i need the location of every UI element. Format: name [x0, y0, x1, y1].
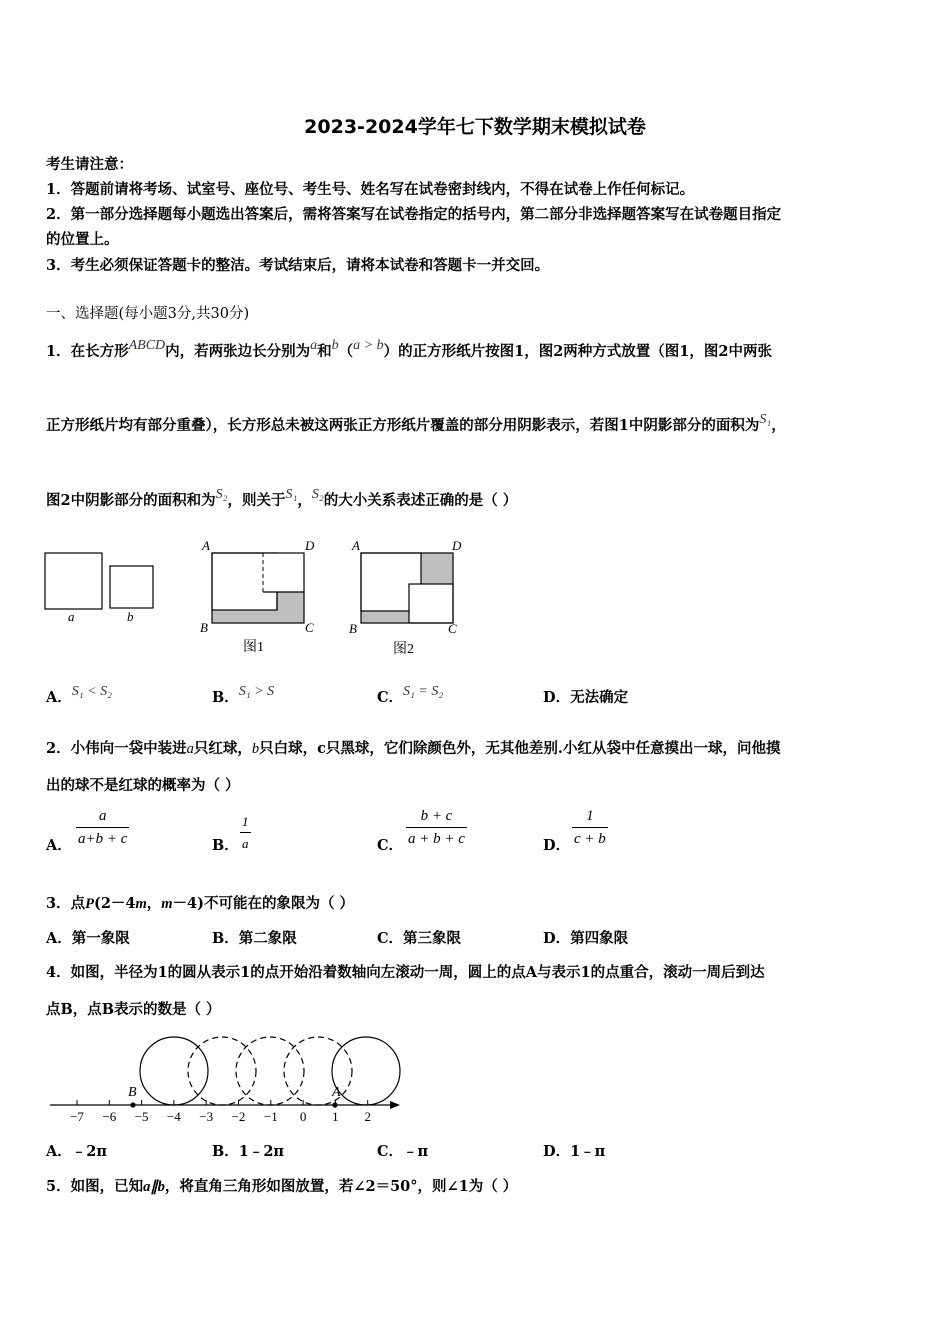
q2-option-b-fraction[interactable]: $\frac{1}{a}$ [242, 814, 249, 851]
q3-option-d[interactable]: D．第四象限 [543, 930, 629, 947]
svg-text:A: A [202, 538, 210, 553]
axis-tick-label: 2 [364, 1109, 371, 1124]
q2-option-b-label[interactable]: B． [212, 837, 239, 854]
q4-line-1: 4．如图，半径为1的圆从表示1的点开始沿着数轴向左滚动一周，圆上的点A与表示1的点重合，滚动一周后到达 [46, 964, 765, 981]
square-b [110, 566, 153, 608]
point-B [130, 1102, 135, 1107]
q1-option-a[interactable]: A．S₁ < S₂ [46, 684, 112, 706]
q1-figure [40, 535, 480, 660]
label-a: a [68, 609, 75, 624]
svg-text:D: D [305, 538, 315, 553]
fig1-caption: 图1 [243, 640, 264, 655]
notice-heading: 考生请注意： [46, 156, 133, 173]
axis-tick-label: −6 [102, 1109, 117, 1124]
q2-line-2: 出的球不是红球的概率为（ ） [46, 777, 240, 794]
section-heading: 一、选择题(每小题3分,共30分) [46, 306, 250, 322]
q1-option-b[interactable]: B．S₁ > S [212, 684, 275, 706]
axis-tick-label: −7 [70, 1109, 84, 1124]
svg-text:D: D [452, 538, 462, 553]
circle-start [332, 1037, 400, 1105]
q1-line-1: 1．在长方形ABCD内，若两张边长分别为a和b（a > b）的正方形纸片按图1，图2两种方式放置（图1，图2中两张 [46, 338, 772, 360]
q4-option-c[interactable]: C．﹣π [377, 1143, 429, 1160]
axis-tick-label: −2 [231, 1109, 246, 1124]
q1-line-2: 正方形纸片均有部分重叠），长方形总未被这两张正方形纸片覆盖的部分用阴影表示，若图1中阴影部分的面积为S₁， [46, 412, 786, 434]
notice-item-2: 2．第一部分选择题每小题选出答案后，需将答案写在试卷指定的括号内，第二部分非选择题答案写在试卷题目指定 [46, 206, 782, 223]
svg-text:C: C [305, 620, 314, 635]
label-A: A [332, 1085, 341, 1100]
q1-option-c[interactable]: C．S₁ = S₂ [377, 684, 444, 706]
q4-option-d[interactable]: D．1﹣π [543, 1143, 606, 1160]
q3-option-c[interactable]: C．第三象限 [377, 930, 462, 947]
q2-option-c-fraction[interactable]: $\frac{b + c}{a + b + c}$ [408, 808, 465, 847]
q2-line-1: 2．小伟向一袋中装进a只红球，b只白球，c只黑球，它们除颜色外，无其他差别.小红从袋中任意摸出一球，问他摸 [46, 740, 781, 757]
fig2-shade-bottom [361, 611, 409, 623]
q4-option-a[interactable]: A．﹣2π [46, 1143, 107, 1160]
square-a [45, 553, 102, 609]
q4-line-2: 点B，点B表示的数是（ ） [46, 1001, 221, 1018]
fig2-square-b [409, 584, 453, 623]
fig2-shade-top [421, 553, 453, 584]
q2-option-a-label[interactable]: A． [46, 837, 72, 854]
svg-text:C: C [448, 621, 457, 636]
q4-option-b[interactable]: B．1﹣2π [212, 1143, 285, 1160]
q2-option-d-fraction[interactable]: $\frac{1}{c + b}$ [574, 808, 606, 847]
label-b: b [127, 609, 134, 624]
q2-option-a-fraction[interactable]: $\frac{a}{a+b + c}$ [78, 808, 128, 847]
q2-option-d-label[interactable]: D． [543, 837, 571, 854]
q3-line-1: 3．点P(2－4m，m－4)不可能在的象限为（ ） [46, 895, 355, 912]
notice-item-1: 1．答题前请将考场、试室号、座位号、考生号、姓名写在试卷密封线内，不得在试卷上作任何标记。 [46, 181, 695, 198]
q5-line-1: 5．如图，已知a∥b，将直角三角形如图放置，若∠2＝50°，则∠1为（ ） [46, 1178, 518, 1195]
q3-option-a[interactable]: A．第一象限 [46, 930, 130, 947]
axis-tick-label: −5 [134, 1109, 149, 1124]
fig1-square-b-fill [263, 553, 304, 592]
point-A [332, 1102, 337, 1107]
axis-tick-label: −3 [199, 1109, 214, 1124]
q1-line-3: 图2中阴影部分的面积和为S₂，则关于S₁，S₂的大小关系表述正确的是（ ） [46, 487, 518, 509]
fig2-caption: 图2 [393, 642, 414, 657]
q1-option-d[interactable]: D．无法确定 [543, 689, 629, 706]
notice-item-3: 3．考生必须保证答题卡的整洁。考试结束后，请将本试卷和答题卡一并交回。 [46, 257, 550, 274]
notice-item-2-cont: 的位置上。 [46, 231, 119, 248]
svg-text:B: B [349, 621, 357, 636]
axis-tick-label: 0 [299, 1109, 307, 1124]
svg-text:A: A [352, 538, 360, 553]
axis-tick-label: −1 [263, 1109, 278, 1124]
axis-tick-label: −4 [166, 1109, 181, 1124]
page-title: 2023-2024学年七下数学期末模拟试卷 [304, 116, 646, 138]
label-B: B [128, 1085, 137, 1100]
svg-text:B: B [200, 620, 208, 635]
axis-tick-label: 1 [332, 1109, 339, 1124]
q2-option-c-label[interactable]: C． [377, 837, 404, 854]
q4-number-line-figure [44, 1030, 414, 1130]
axis-arrow [390, 1101, 400, 1109]
q3-option-b[interactable]: B．第二象限 [212, 930, 297, 947]
